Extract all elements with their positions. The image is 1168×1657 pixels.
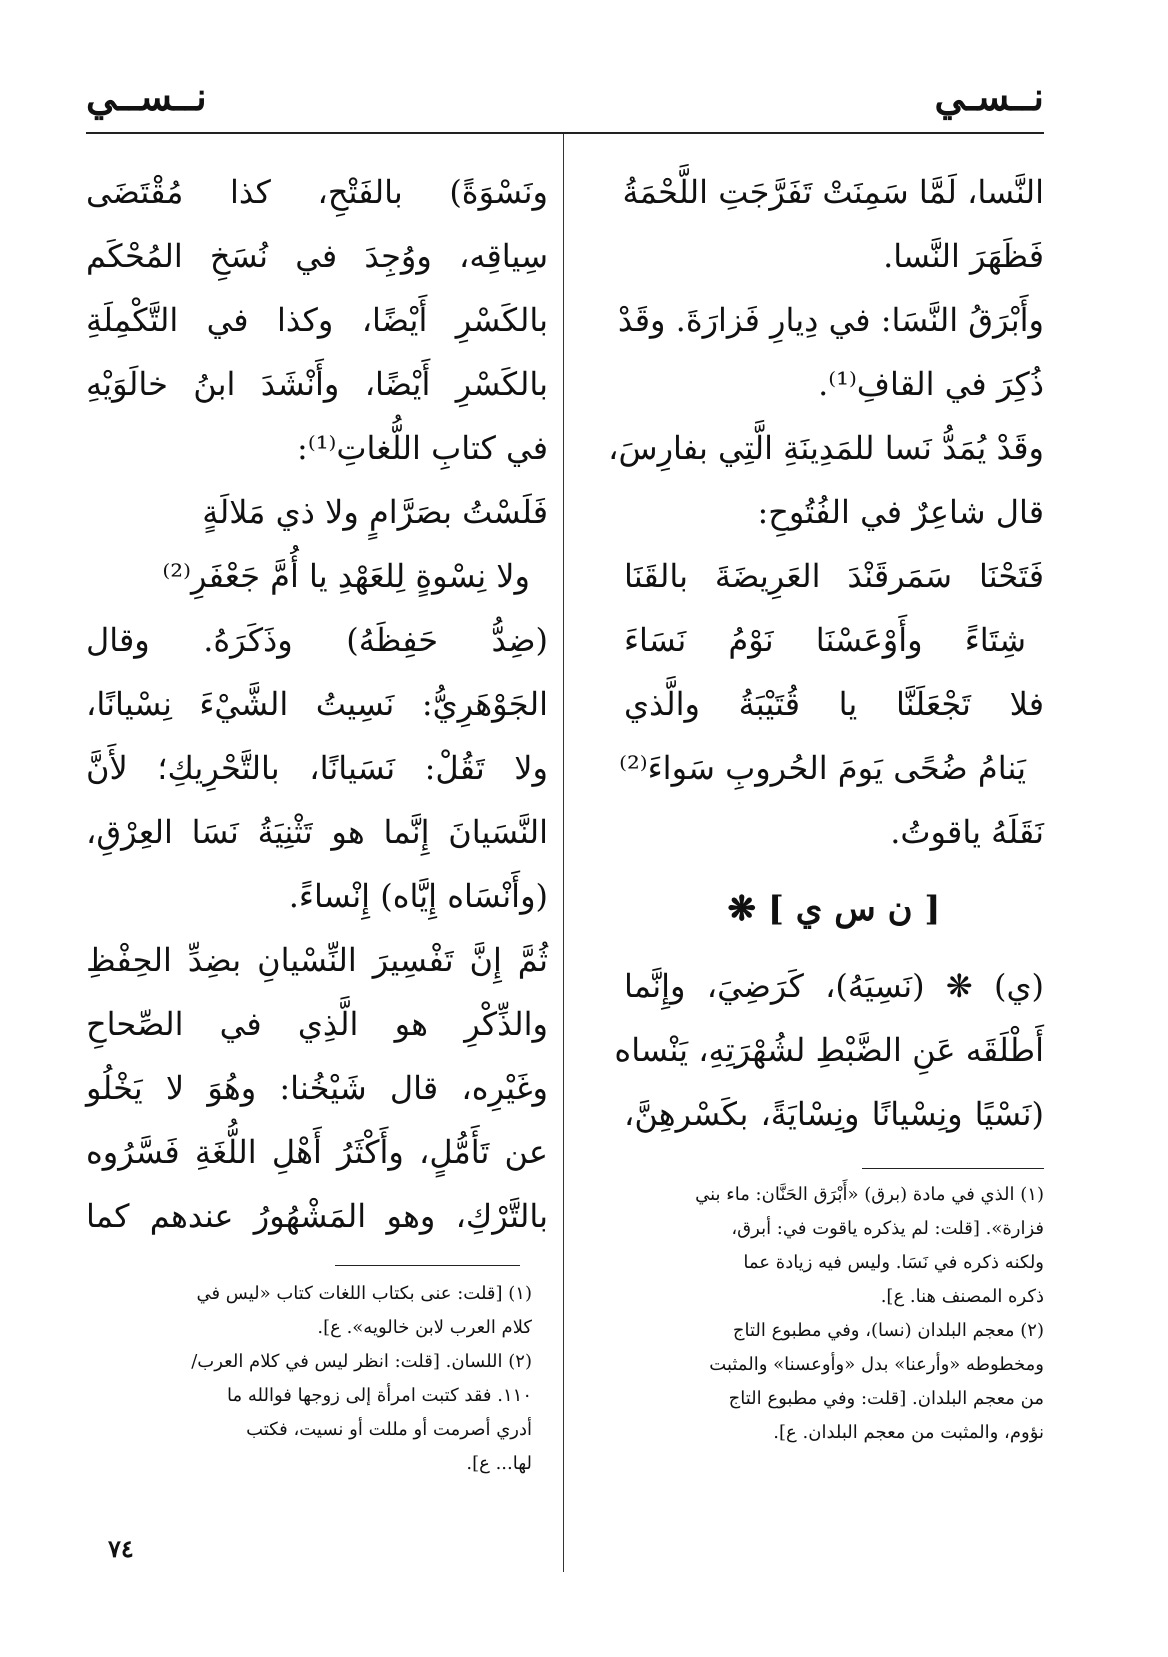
text-line: ثُمَّ إِنَّ تَفْسِيرَ النِّسْيانِ بضِدِّ الحِفْظِ xyxy=(86,941,548,979)
footnote-line: أدري أصرمت أو مللت أو نسيت، فكتب xyxy=(246,1419,532,1440)
text-line: ولا تَقُلْ: نَسَيانًا، بالتَّحْرِيكِ؛ لأَنَّ xyxy=(86,749,548,787)
left-column xyxy=(86,160,548,1248)
text-line: بالكَسْرِ أَيْضًا، وكذا في التَّكْمِلَةِ xyxy=(86,301,548,339)
text-line: في كتابِ اللُّغاتِ⁽¹⁾: xyxy=(297,429,548,467)
text-line: ونَسْوَةً) بالفَتْحِ، كذا مُقْتَضَى xyxy=(86,173,548,211)
text-line: قال شاعِرٌ في الفُتُوحِ: xyxy=(757,493,1044,531)
text-line: (نَسْيًا ونِسْيانًا ونِسْايَةً، بكَسْرهِنَّ، xyxy=(624,1095,1044,1133)
verse-line: فلا تَجْعَلَنَّا يا قُتَيْبَةُ والَّذي xyxy=(624,685,1044,723)
footnote-line: ولكنه ذكره في نَسَا. وليس فيه زيادة عما xyxy=(743,1252,1044,1273)
text-line: نَقَلَهُ ياقوتُ. xyxy=(890,813,1044,851)
running-header-right: نــسـي xyxy=(934,74,1044,119)
entry-heading: [ ن س ي ] ❋ xyxy=(727,889,941,929)
verse-line: يَنامُ ضُحًى يَومَ الحُروبِ سَواءَ⁽²⁾ xyxy=(619,749,1026,787)
column-divider xyxy=(563,134,564,1572)
text-line: سِياقِه، ووُجِدَ في نُسَخِ المُحْكَم xyxy=(86,237,548,275)
text-line: ذُكِرَ في القافِ⁽¹⁾. xyxy=(818,365,1044,403)
text-line: (ي) ❋ (نَسِيَهُ)، كَرَضِيَ، وإِنَّما xyxy=(624,967,1044,1005)
footnote-line: فزارة». [قلت: لم يذكره ياقوت في: أبرق، xyxy=(731,1218,1044,1239)
text-line: والذِّكْرِ هو الَّذِي في الصِّحاحِ xyxy=(86,1005,548,1043)
footnote-rule-left xyxy=(335,1265,520,1266)
page-number: ٧٤ xyxy=(108,1534,134,1563)
footnote-line: ذكره المصنف هنا. ع]. xyxy=(880,1286,1044,1307)
footnote-line: (٢) اللسان. [قلت: انظر ليس في كلام العرب/ xyxy=(191,1351,532,1372)
text-line: وغَيْرِه، قال شَيْخُنا: وهُوَ لا يَخْلُو xyxy=(86,1069,548,1107)
footnotes-right xyxy=(616,1178,1044,1450)
text-line: (وأَنْسَاه إِيَّاه) إِنْساءً. xyxy=(288,877,548,915)
text-line: أَطْلَقَه عَنِ الضَّبْطِ لشُهْرَتِهِ، يَنْساه xyxy=(614,1031,1044,1069)
right-column xyxy=(608,160,1044,1146)
text-line: (ضِدُّ حَفِظَهُ) وذَكَرَهُ. وقال xyxy=(86,621,548,659)
text-line: فَظَهَرَ النَّسا. xyxy=(883,237,1044,275)
verse-line: فَتَحْنَا سَمَرقَنْدَ العَرِيضَةَ بالقَنَا xyxy=(624,557,1044,595)
text-line: بالكَسْرِ أَيْضًا، وأَنْشَدَ ابنُ خالَوَيْهِ xyxy=(86,365,548,403)
verse-line: شِتَاءً وأَوْعَسْنَا نَوْمُ نَسَاءَ xyxy=(624,621,1026,659)
verse-line: فَلَسْتُ بصَرَّامٍ ولا ذي مَلالَةٍ xyxy=(202,493,548,531)
text-line: عن تَأَمُّلٍ، وأَكْثَرُ أَهْلِ اللُّغَةِ فَسَّرُوه xyxy=(86,1133,548,1171)
header-rule xyxy=(86,132,1044,134)
text-line: وأَبْرَقُ النَّسَا: في دِيارِ فَزارَةَ. وقَدْ xyxy=(617,301,1044,339)
footnote-line: (١) الذي في مادة (برق) «أَبْرَق الحَنَّان: ماء بني xyxy=(695,1184,1044,1205)
footnote-line: نؤوم، والمثبت من معجم البلدان. ع]. xyxy=(773,1422,1044,1443)
text-line: الجَوْهَرِيُّ: نَسِيتُ الشَّيْءَ نِسْيانًا، xyxy=(86,685,548,723)
footnote-line: ومخطوطه «وأرعنا» بدل «وأوعسنا» والمثبت xyxy=(709,1354,1044,1375)
text-line: النَّسا، لَمَّا سَمِنَتْ تَفَرَّجَتِ اللَّحْمَةُ xyxy=(622,173,1044,211)
footnote-rule-right xyxy=(862,1168,1044,1169)
text-line: النَّسَيانَ إِنَّما هو تَثْنِيَةُ نَسَا العِرْقِ، xyxy=(86,813,548,851)
text-line: وقَدْ يُمَدُّ نَسا للمَدِينَةِ الَّتِي بفارِسَ، xyxy=(608,429,1044,467)
footnotes-left xyxy=(86,1277,532,1481)
footnote-line: كلام العرب لابن خالويه». ع]. xyxy=(317,1317,532,1338)
footnote-line: من معجم البلدان. [قلت: وفي مطبوع التاج xyxy=(728,1388,1044,1409)
footnote-line: (١) [قلت: عنى بكتاب اللغات كتاب «ليس في xyxy=(196,1283,532,1304)
footnote-line: لها... ع]. xyxy=(466,1453,532,1474)
footnote-line: ١١٠. فقد كتبت امرأة إلى زوجها فوالله ما xyxy=(227,1385,532,1406)
text-line: بالتَّرْكِ، وهو المَشْهُورُ عندهم كما xyxy=(86,1197,548,1235)
verse-line: ولا نِسْوةٍ لِلعَهْدِ يا أُمَّ جَعْفَرِ⁽²⁾ xyxy=(162,557,530,595)
running-header-left: نــســي xyxy=(86,74,207,119)
footnote-line: (٢) معجم البلدان (نسا)، وفي مطبوع التاج xyxy=(732,1320,1044,1341)
